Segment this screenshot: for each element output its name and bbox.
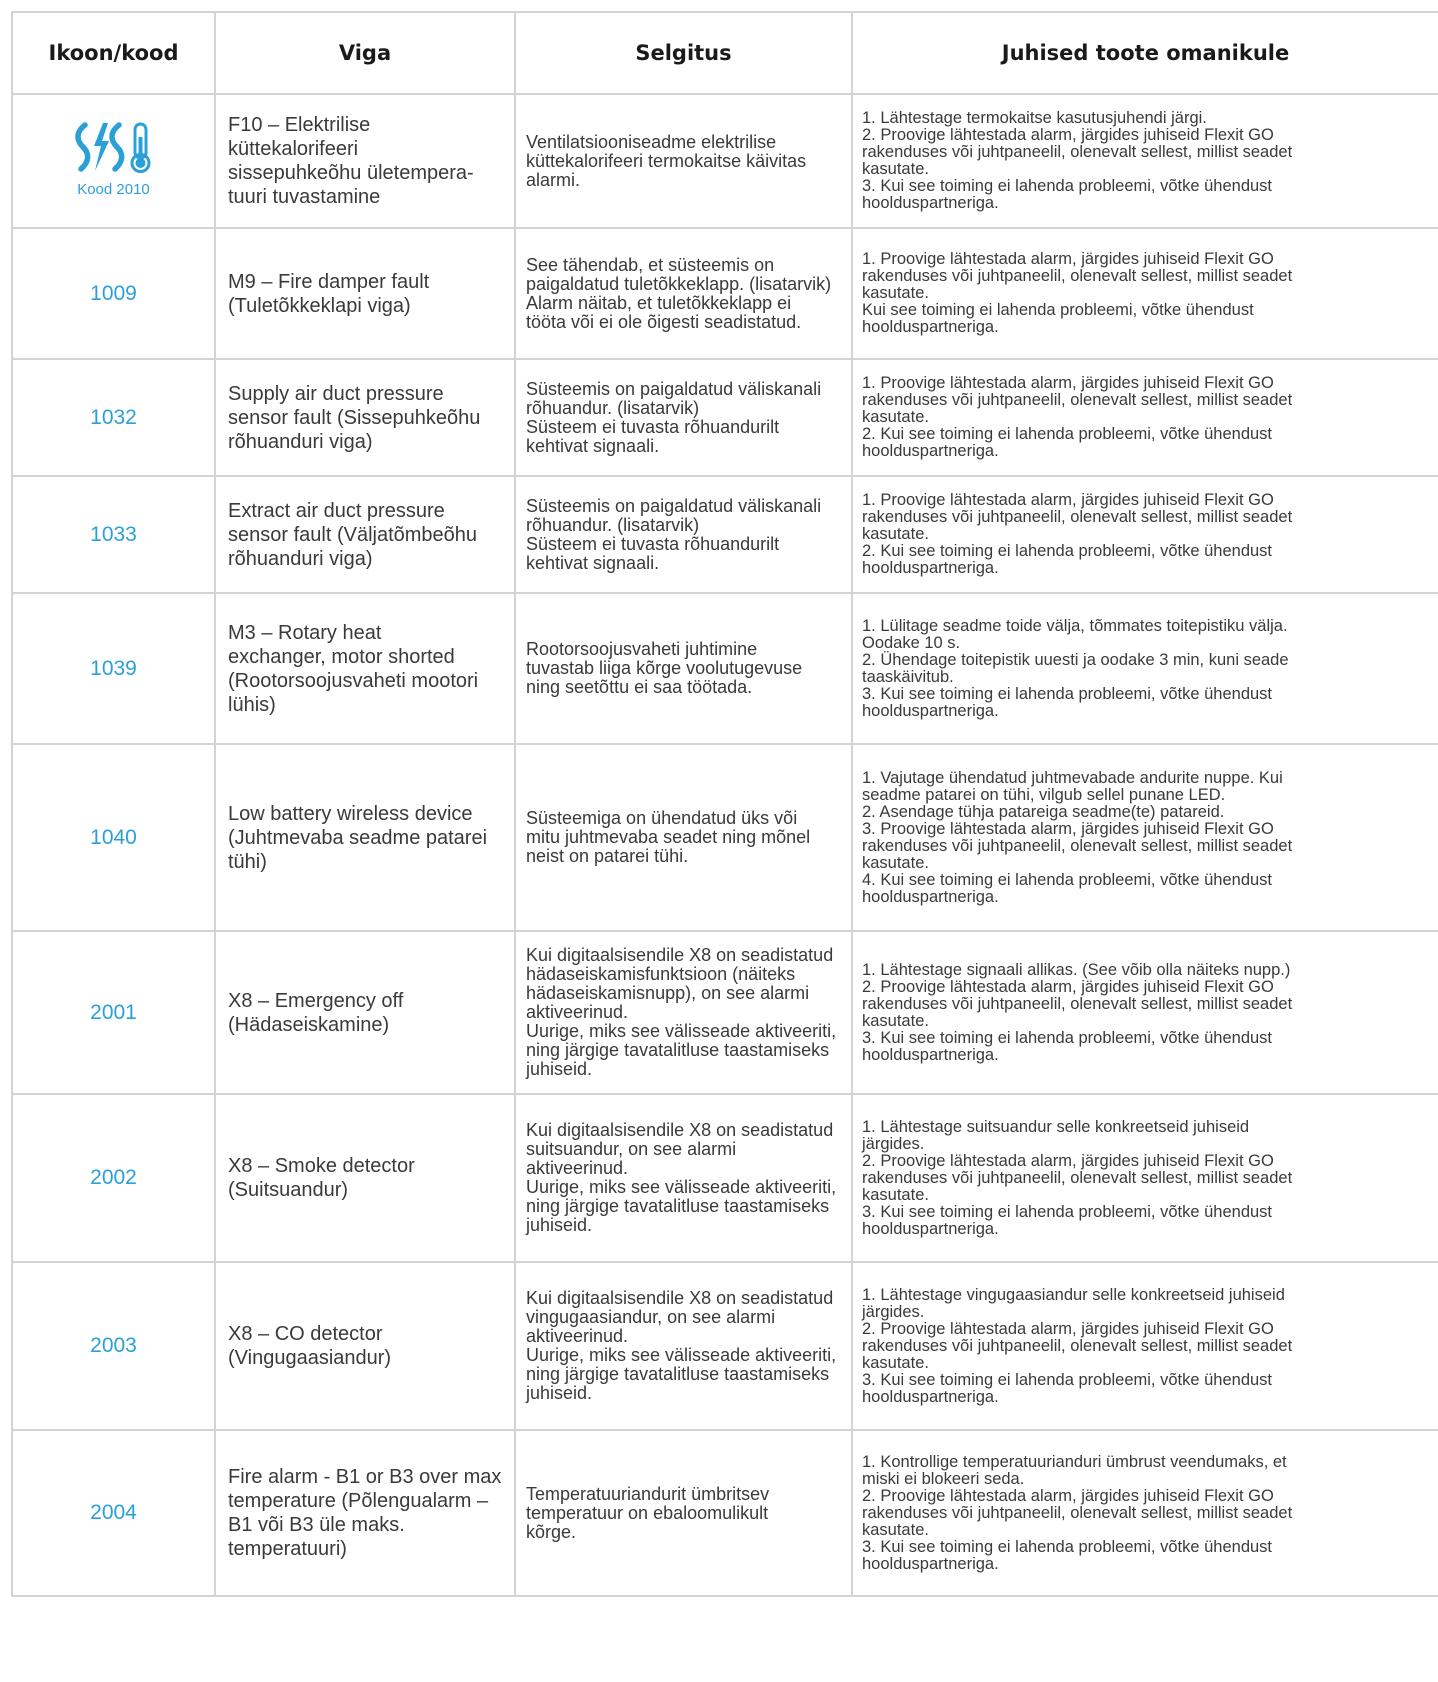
code-cell	[12, 94, 215, 228]
text-line: Ventilatsiooniseadme elektrilise	[526, 131, 777, 152]
text-line: 3. Kui see toiming ei lahenda probleemi, võtke ühendust	[862, 177, 1273, 195]
text-line: rakenduses või juhtpaneelil, olenevalt sellest, millist seadet	[862, 1168, 1293, 1187]
text-line: 1. Proovige lähtestada alarm, järgides juhiseid Flexit GO	[862, 491, 1274, 509]
text-line: rõhuandur. (lisatarvik)	[526, 397, 700, 418]
text-line: Fire alarm - B1 or B3 over max	[228, 1466, 502, 1488]
text-line: kasutate.	[862, 160, 929, 178]
text-line: ning seetõttu ei saa töötada.	[526, 677, 753, 697]
table-row	[12, 593, 1438, 744]
text-line: hoolduspartneriga.	[862, 1554, 999, 1573]
text-line: exchanger, motor shorted	[228, 645, 455, 668]
text-line: See tähendab, et süsteemis on	[526, 254, 775, 275]
text-line: ning järgige tavatalitluse taastamiseks	[526, 1196, 830, 1216]
error-cell	[215, 94, 515, 228]
text-line: rakenduses või juhtpaneelil, olenevalt sellest, millist seadet	[862, 836, 1293, 855]
table-row	[12, 359, 1438, 476]
error-cell	[215, 476, 515, 593]
text-line: Kui digitaalsisendile X8 on seadistatud	[526, 1120, 834, 1140]
text-line: küttekalorifeeri termokaitse käivitas	[526, 150, 807, 171]
code-cell: 2003	[12, 1262, 215, 1430]
text-line: Süsteemiga on ühendatud üks või	[526, 808, 798, 828]
error-cell	[215, 1262, 515, 1430]
code-cell: 2001	[12, 931, 215, 1094]
explanation-cell	[515, 476, 852, 593]
instructions-cell	[852, 1262, 1438, 1430]
text-line: hoolduspartneriga.	[862, 318, 999, 336]
text-line: rakenduses või juhtpaneelil, olenevalt sellest, millist seadet	[862, 508, 1293, 526]
text-line: Uurige, miks see välisseade aktiveeriti,	[526, 1177, 837, 1197]
text-line: rakenduses või juhtpaneelil, olenevalt sellest, millist seadet	[862, 267, 1293, 285]
text-line: Süsteemis on paigaldatud väliskanali	[526, 495, 822, 516]
text-line: hoolduspartneriga.	[862, 1387, 999, 1406]
text-line: F10 – Elektrilise küttekalorifeeri	[228, 114, 371, 160]
text-line: 3. Kui see toiming ei lahenda probleemi, võtke ühendust	[862, 1370, 1273, 1389]
text-line: temperature (Põlengualarm –	[228, 1490, 489, 1512]
text-line: X8 – Emergency off	[228, 989, 404, 1012]
text-line: 1. Lähtestage suitsuandur selle konkreetseid juhiseid	[862, 1117, 1250, 1136]
text-line: kasutate.	[862, 1353, 929, 1372]
text-line: kasutate.	[862, 1011, 929, 1030]
text-line: neist on patarei tühi.	[526, 846, 689, 866]
text-line: kasutate.	[862, 525, 929, 543]
explanation-cell	[515, 359, 852, 476]
icon-with-caption	[23, 121, 204, 201]
explanation-cell	[515, 931, 852, 1094]
explanation-cell	[515, 228, 852, 359]
code-cell: 2002	[12, 1094, 215, 1262]
text-line: Oodake 10 s.	[862, 633, 961, 652]
text-line: 1. Kontrollige temperatuurianduri ümbrust veendumaks, et	[862, 1452, 1287, 1471]
text-line: 2. Proovige lähtestada alarm, järgides juhiseid Flexit GO	[862, 1319, 1274, 1338]
text-line: (Hädaseiskamine)	[228, 1013, 390, 1036]
text-line: Rootorsoojusvaheti juhtimine	[526, 639, 758, 659]
text-line: tuvastab liiga kõrge voolutugevuse	[526, 658, 803, 678]
explanation-cell	[515, 1262, 852, 1430]
text-line: 4. Kui see toiming ei lahenda probleemi, võtke ühendust	[862, 870, 1273, 889]
text-line: kasutate.	[862, 853, 929, 872]
text-line: ning järgige tavatalitluse taastamiseks	[526, 1040, 830, 1060]
text-line: 3. Kui see toiming ei lahenda probleemi, võtke ühendust	[862, 1202, 1273, 1221]
text-line: miski ei blokeeri seda.	[862, 1469, 1025, 1488]
text-line: Temperatuuriandurit ümbritsev	[526, 1483, 770, 1504]
instructions-cell	[852, 744, 1438, 931]
code-cell: 2004	[12, 1430, 215, 1596]
text-line: rõhuanduri viga)	[228, 547, 373, 570]
text-line: 1. Lülitage seadme toide välja, tõmmates toitepistiku välja.	[862, 616, 1288, 635]
text-line: Alarm näitab, et tuletõkkeklapp ei	[526, 292, 792, 313]
header-icon-code: Ikoon/kood	[12, 12, 215, 94]
explanation-cell	[515, 744, 852, 931]
table-row	[12, 931, 1438, 1094]
text-line: 2. Kui see toiming ei lahenda probleemi, võtke ühendust	[862, 425, 1273, 443]
text-line: 1. Proovige lähtestada alarm, järgides juhiseid Flexit GO	[862, 374, 1274, 392]
text-line: Kui see toiming ei lahenda probleemi, võtke ühendust	[862, 301, 1254, 319]
table-body	[12, 94, 1438, 1596]
text-line: järgides.	[862, 1302, 925, 1321]
text-line: sensor fault (Väljatõmbeõhu	[228, 523, 478, 546]
text-line: hoolduspartneriga.	[862, 887, 999, 906]
text-line: rakenduses või juhtpaneelil, olenevalt sellest, millist seadet	[862, 391, 1293, 409]
text-line: sensor fault (Sissepuhkeõhu	[228, 406, 481, 429]
text-line: 2. Proovige lähtestada alarm, järgides juhiseid Flexit GO	[862, 126, 1274, 144]
instructions-cell	[852, 359, 1438, 476]
text-line: Kui digitaalsisendile X8 on seadistatud	[526, 945, 834, 965]
text-line: (Vingugaasiandur)	[228, 1347, 392, 1369]
text-line: hoolduspartneriga.	[862, 442, 999, 460]
header-error: Viga	[215, 12, 515, 94]
text-line: temperatuuri)	[228, 1538, 347, 1560]
text-line: 3. Proovige lähtestada alarm, järgides juhiseid Flexit GO	[862, 819, 1274, 838]
instructions-cell	[852, 593, 1438, 744]
table-row	[12, 1262, 1438, 1430]
error-cell	[215, 359, 515, 476]
text-line: 3. Kui see toiming ei lahenda probleemi, võtke ühendust	[862, 1028, 1273, 1047]
table-row	[12, 94, 1438, 228]
text-line: (Tuletõkkeklapi viga)	[228, 294, 411, 317]
text-line: mitu juhtmevaba seadet ning mõnel	[526, 827, 811, 847]
text-line: Uurige, miks see välisseade aktiveeriti,	[526, 1345, 837, 1365]
text-line: temperatuur on ebaloomulikult	[526, 1502, 769, 1523]
text-line: Supply air duct pressure	[228, 382, 444, 405]
text-line: hoolduspartneriga.	[862, 1219, 999, 1238]
text-line: taaskäivitub.	[862, 667, 954, 686]
alarm-codes-table	[11, 11, 1438, 1597]
text-line: (Juhtmevaba seadme patarei	[228, 826, 488, 849]
instructions-cell	[852, 1430, 1438, 1596]
text-line: vingugaasiandur, on see alarmi	[526, 1307, 776, 1327]
text-line: kasutate.	[862, 1520, 929, 1539]
text-line: hoolduspartneriga.	[862, 1045, 999, 1064]
text-line: aktiveerinud.	[526, 1002, 629, 1022]
text-line: hädaseiskamisnupp), on see alarmi	[526, 983, 810, 1003]
error-cell	[215, 1094, 515, 1262]
text-line: kehtivat signaali.	[526, 435, 660, 456]
table-row	[12, 228, 1438, 359]
text-line: juhiseid.	[526, 1059, 593, 1079]
text-line: Kui digitaalsisendile X8 on seadistatud	[526, 1288, 834, 1308]
error-cell	[215, 1430, 515, 1596]
text-line: 1. Lähtestage termokaitse kasutusjuhendi järgi.	[862, 109, 1207, 127]
text-line: M9 – Fire damper fault	[228, 270, 430, 293]
heater-overtemperature-icon	[73, 121, 155, 173]
text-line: 2. Asendage tühja patareiga seadme(te) patareid.	[862, 802, 1225, 821]
text-line: hoolduspartneriga.	[862, 559, 999, 577]
text-line: 2. Ühendage toitepistik uuesti ja oodake 3 min, kuni seade	[862, 650, 1289, 669]
error-cell	[215, 593, 515, 744]
instructions-cell	[852, 931, 1438, 1094]
text-line: aktiveerinud.	[526, 1158, 629, 1178]
text-line: kasutate.	[862, 408, 929, 426]
text-line: M3 – Rotary heat	[228, 621, 382, 644]
text-line: rakenduses või juhtpaneelil, olenevalt sellest, millist seadet	[862, 1336, 1293, 1355]
instructions-cell	[852, 228, 1438, 359]
text-line: Extract air duct pressure	[228, 499, 445, 522]
text-line: 2. Proovige lähtestada alarm, järgides juhiseid Flexit GO	[862, 1151, 1274, 1170]
instructions-cell	[852, 1094, 1438, 1262]
text-line: rakenduses või juhtpaneelil, olenevalt sellest, millist seadet	[862, 1503, 1293, 1522]
text-line: rõhuanduri viga)	[228, 430, 373, 453]
instructions-cell	[852, 94, 1438, 228]
text-line: juhiseid.	[526, 1215, 593, 1235]
explanation-cell	[515, 1094, 852, 1262]
instructions-cell	[852, 476, 1438, 593]
text-line: kõrge.	[526, 1521, 577, 1542]
text-line: 3. Kui see toiming ei lahenda probleemi, võtke ühendust	[862, 684, 1273, 703]
text-line: juhiseid.	[526, 1383, 593, 1403]
text-line: Uurige, miks see välisseade aktiveeriti,	[526, 1021, 837, 1041]
explanation-cell	[515, 593, 852, 744]
text-line: 2. Proovige lähtestada alarm, järgides juhiseid Flexit GO	[862, 1486, 1274, 1505]
code-cell: 1039	[12, 593, 215, 744]
table-row	[12, 744, 1438, 931]
text-line: järgides.	[862, 1134, 925, 1153]
text-line: tühi)	[228, 850, 267, 873]
text-line: tuuri tuvastamine	[228, 186, 381, 208]
text-line: kasutate.	[862, 284, 929, 302]
text-line: 1. Lähtestage vingugaasiandur selle konkreetseid juhiseid	[862, 1285, 1285, 1304]
text-line: kehtivat signaali.	[526, 552, 660, 573]
text-line: rõhuandur. (lisatarvik)	[526, 514, 700, 535]
icon-caption: Kood 2010	[77, 181, 150, 198]
text-line: 3. Kui see toiming ei lahenda probleemi, võtke ühendust	[862, 1537, 1273, 1556]
text-line: lühis)	[228, 693, 276, 716]
text-line: 1. Proovige lähtestada alarm, järgides juhiseid Flexit GO	[862, 250, 1274, 268]
text-line: B1 või B3 üle maks.	[228, 1514, 405, 1536]
text-line: ning järgige tavatalitluse taastamiseks	[526, 1364, 830, 1384]
text-line: rakenduses või juhtpaneelil, olenevalt sellest, millist seadet	[862, 143, 1293, 161]
text-line: sissepuhkeõhu ületempera-	[228, 162, 474, 184]
text-line: X8 – Smoke detector	[228, 1155, 415, 1177]
text-line: Süsteem ei tuvasta rõhuandurilt	[526, 533, 780, 554]
table-row	[12, 1094, 1438, 1262]
code-cell: 1032	[12, 359, 215, 476]
text-line: Low battery wireless device	[228, 802, 473, 825]
text-line: paigaldatud tuletõkkeklapp. (lisatarvik)	[526, 273, 832, 294]
text-line: hoolduspartneriga.	[862, 701, 999, 720]
text-line: rakenduses või juhtpaneelil, olenevalt sellest, millist seadet	[862, 994, 1293, 1013]
text-line: suitsuandur, on see alarmi	[526, 1139, 737, 1159]
text-line: Süsteemis on paigaldatud väliskanali	[526, 378, 822, 399]
text-line: alarmi.	[526, 169, 581, 190]
text-line: aktiveerinud.	[526, 1326, 629, 1346]
text-line: 1. Vajutage ühendatud juhtmevabade andurite nuppe. Kui	[862, 768, 1283, 787]
header-instructions: Juhised toote omanikule	[852, 12, 1438, 94]
explanation-cell	[515, 1430, 852, 1596]
code-cell: 1040	[12, 744, 215, 931]
text-line: 2. Proovige lähtestada alarm, järgides juhiseid Flexit GO	[862, 977, 1274, 996]
table-row	[12, 476, 1438, 593]
text-line: kasutate.	[862, 1185, 929, 1204]
header-explanation: Selgitus	[515, 12, 852, 94]
code-cell: 1009	[12, 228, 215, 359]
text-line: (Rootorsoojusvaheti mootori	[228, 669, 479, 692]
explanation-cell	[515, 94, 852, 228]
text-line: X8 – CO detector	[228, 1323, 383, 1345]
error-cell	[215, 744, 515, 931]
text-line: hoolduspartneriga.	[862, 194, 999, 212]
header-row	[12, 12, 1438, 94]
text-line: 1. Lähtestage signaali allikas. (See võib olla näiteks nupp.)	[862, 960, 1291, 979]
table-row	[12, 1430, 1438, 1596]
text-line: seadme patarei on tühi, vilgub sellel punane LED.	[862, 785, 1226, 804]
text-line: (Suitsuandur)	[228, 1179, 349, 1201]
text-line: tööta või ei ole õigesti seadistatud.	[526, 311, 802, 332]
code-cell: 1033	[12, 476, 215, 593]
text-line: Süsteem ei tuvasta rõhuandurilt	[526, 416, 780, 437]
error-cell	[215, 931, 515, 1094]
text-line: 2. Kui see toiming ei lahenda probleemi, võtke ühendust	[862, 542, 1273, 560]
error-cell	[215, 228, 515, 359]
text-line: hädaseiskamisfunktsioon (näiteks	[526, 964, 796, 984]
